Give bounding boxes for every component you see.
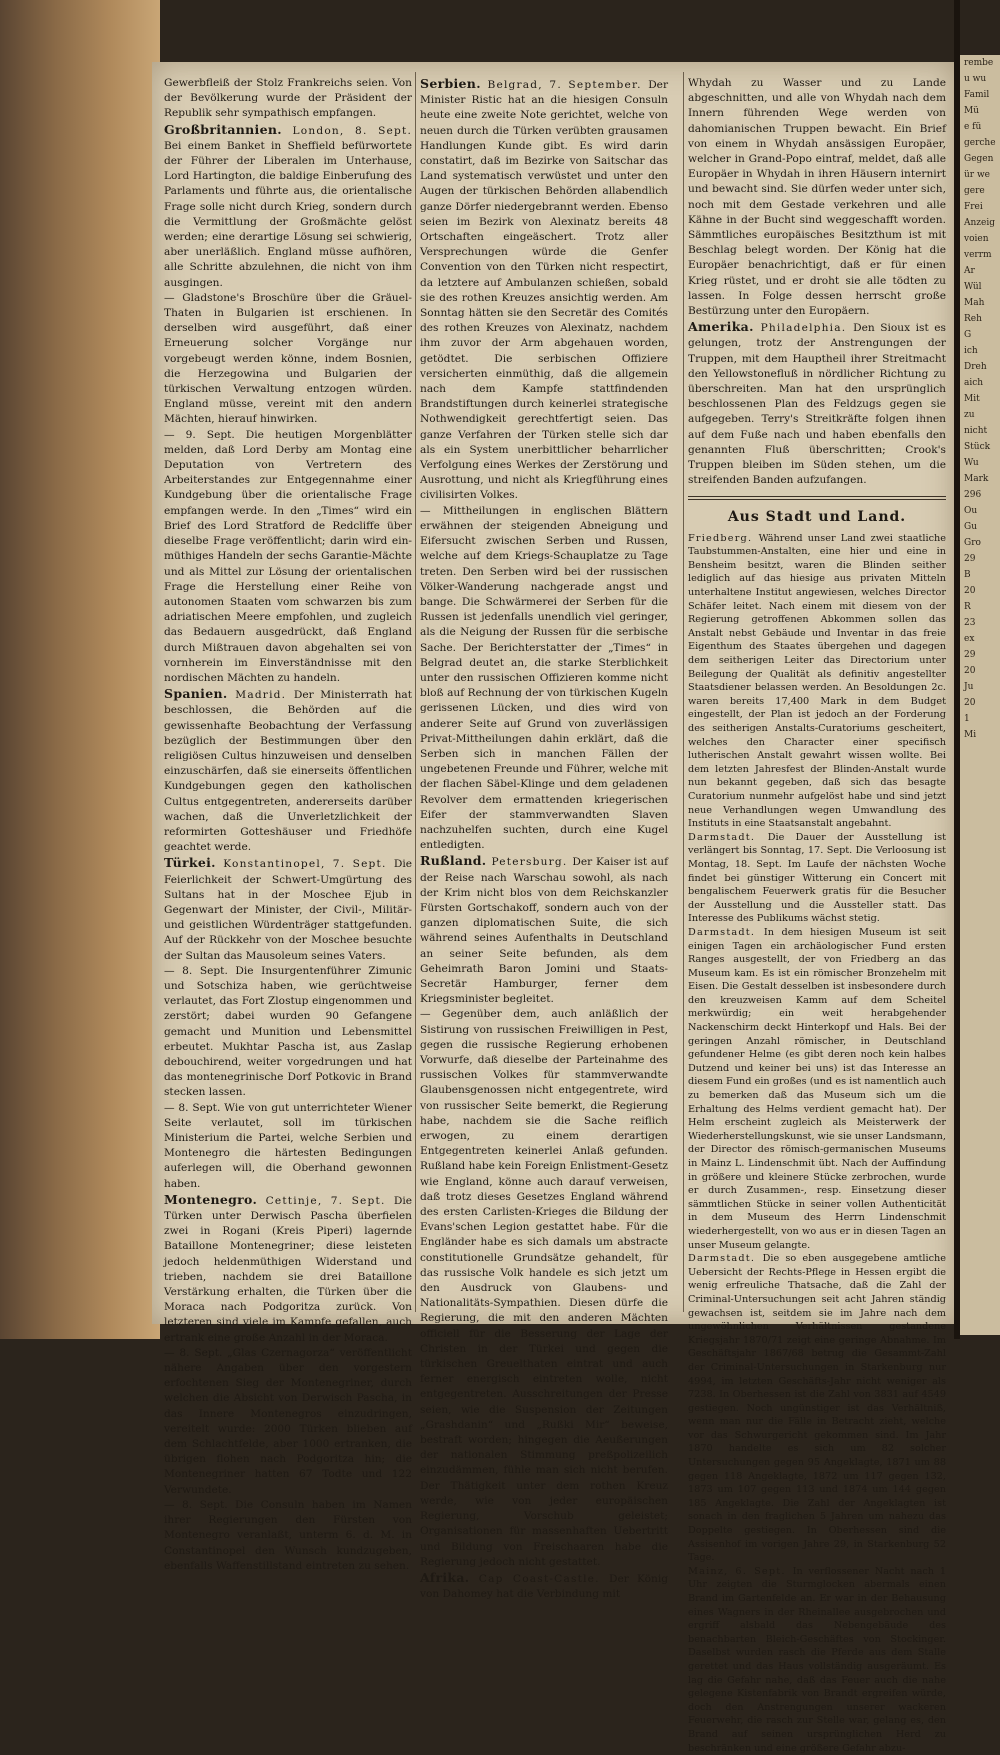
article-paragraph bbox=[688, 319, 946, 488]
article-paragraph bbox=[164, 855, 412, 963]
article-text: — 8. Sept. Die Insurgentenführer Zimunic und Sotschiza haben, wie gerüchtweise verlautet, das Fort Zlostup eingenommen und zerstört; dabei wurden 90 Gefangene gemacht und Munition und Lebensmittel erbeutet. Mukhtar Pascha ist, aus Zaslap debouchirend, weiter vorgedrungen und hat das montenegrinische Dorf Potkovic in Brand stecken lassen. bbox=[164, 964, 412, 1099]
edge-text-fragment: 29 bbox=[964, 650, 976, 660]
edge-text-fragment: Mü bbox=[964, 106, 980, 116]
article-text: Die Feierlichkeit der Schwert-Umgürtung des Sultans hat in der Moschee Ejub in Gegenwart der Minister, der Civil-, Militär- und geistlichen Würdenträger stattgefunden. Auf der Rückkehr von der Moschee besuchte der Sultan das Mausoleum seines Vaters. bbox=[164, 858, 412, 962]
column-3-top bbox=[688, 76, 946, 488]
article-text: Bei einem Banket in Sheffield befürwortete der Führer der Liberalen im Unterhause, Lord Hartington, die baldige Einberufung des Parlaments und führte aus, die orientalische Frage solle nicht durch Krieg, sondern durch die Vermittlung der Großmächte gelöst werden; eine derartige Lösung sei schwierig, aber unerläßlich. England müsse aufhören, alle Schritte abzulehnen, die nicht von ihm ausgingen. bbox=[164, 139, 412, 289]
article-paragraph bbox=[164, 1498, 412, 1574]
edge-text-fragment: Wül bbox=[964, 282, 982, 292]
article-heading: Rußland. bbox=[420, 853, 492, 869]
edge-text-fragment: 23 bbox=[964, 618, 976, 628]
newspaper-page bbox=[152, 62, 954, 1754]
column-3 bbox=[688, 76, 946, 1755]
article-text: — 8. Sept. „Glas Czernagorza“ veröffentlicht nähere Angaben über den vorgestern erfochtenen Sieg der Montenegriner, durch welchen die Absicht von Derwisch Pascha, in das Innere Montenegros einzudringen, vereitelt wurde: 2000 Türken blieben auf dem Schlachtfelde, aber 1000 ertranken, die übrigen flohen nach Podgoritza hin; die Montenegriner hatten 67 Todte und 122 Verwundete. bbox=[164, 1346, 412, 1496]
dateline: Mainz, 6. Sept. bbox=[688, 1565, 793, 1577]
article-paragraph bbox=[420, 853, 668, 1007]
column-1 bbox=[164, 76, 412, 1574]
edge-text-fragment: ex bbox=[964, 634, 975, 644]
dateline: Philadelphia. bbox=[760, 322, 854, 335]
edge-text-fragment: Wu bbox=[964, 458, 979, 468]
edge-text-fragment: Ju bbox=[964, 682, 974, 692]
article-paragraph bbox=[688, 926, 946, 1252]
dateline: Darmstadt. bbox=[688, 1253, 763, 1265]
edge-text-fragment: 29 bbox=[964, 554, 976, 564]
edge-text-fragment: Gu bbox=[964, 522, 977, 532]
article-paragraph bbox=[688, 831, 946, 926]
edge-text-fragment: Ar bbox=[964, 266, 975, 276]
article-paragraph bbox=[164, 428, 412, 686]
edge-text-fragment: gerche bbox=[964, 138, 996, 148]
article-text: Die so eben ausgegebene amtliche Uebersicht der Rechts-Pflege in Hessen ergibt die wenig erfreuliche Thatsache, daß die Zahl der Criminal-Untersuchungen seit acht Jahren ständig gewachsen ist, seitdem sie im Jahre nach dem ungewöhnlichen Verhältnissen gestandene Kriegsjahr 1870/71 zeigt eine geringe Abnahme. Im Geschäftsjahr 1867/68 betrug die Gesammt-Zahl der Criminal-Untersuchungen in Starkenburg nur 4994, im letzten Geschäfts-Jahr nicht weniger als 7238. In Oberhessen ist die Zahl von 3831 auf 4549 gestiegen. Noch ungünstiger ist das Verhältniß, wenn man nur die Fälle in Betracht zieht, welche vor das Schwurgericht gekommen sind. Im Jahr 1870 handelte es sich um 82 solcher Untersuchungen gegen 95 Angeklagte, 1871 um 88 gegen 118 Angeklagte, 1872 um 117 gegen 132, 1873 um 107 gegen 113 und 1874 um 144 gegen 185 Angeklagte. Die Zahl der Angeklagten ist sonach in den fraglichen 5 Jahren um nahezu das Doppelte gestiegen. In Oberhessen sind die Assisenhof im vorigen Jahre 29, in Starkenburg 52 Tage. bbox=[688, 1253, 946, 1564]
article-text: Die Dauer der Ausstellung ist verlängert bis Sonntag, 17. Sept. Die Verloosung ist Montag, 18. Sept. Im Laufe der nächsten Woche findet bei günstiger Witterung ein Concert mit bengalischem Feuerwerk gratis für die Besucher der Ausstellung und die Aussteller statt. Das Interesse des Publikums wächst stetig. bbox=[688, 831, 947, 925]
article-heading: Montenegro. bbox=[164, 1191, 266, 1207]
edge-text-fragment: voien bbox=[964, 234, 989, 244]
article-paragraph bbox=[164, 291, 412, 428]
edge-text-fragment: zu bbox=[964, 410, 975, 420]
section-title: Aus Stadt und Land. bbox=[727, 509, 907, 526]
article-paragraph bbox=[420, 76, 668, 504]
edge-text-fragment: 20 bbox=[964, 698, 976, 708]
article-text: — 8. Sept. Wie von gut unterrichteter Wiener Seite verlautet, soll im türkischen Ministerium die Partei, welche Serbien und Montenegro die härtesten Bedingungen auferlegen will, die Oberhand gewonnen haben. bbox=[164, 1101, 412, 1190]
article-text: Gewerbfleiß der Stolz Frankreichs seien. Von der Bevölkerung wurde der Präsident der Republik sehr sympathisch empfangen. bbox=[164, 77, 412, 120]
edge-text-fragment: 296 bbox=[964, 490, 982, 500]
column-rule bbox=[415, 72, 416, 1312]
article-text: Der Minister Ristic hat an die hiesigen Consuln heute eine zweite Note gerichtet, welche von neuen durch die Türken verübten grausamen Handlungen Kunde gibt. Es wird darin constatirt, daß im Bezirke von Saitschar das Land systematisch verwüstet und unter den Augen der türkischen Behörden allabendlich ganze Dörfer niedergebrannt werden. Ebenso seien im Bezirk von Alexinatz bereits 48 Ortschaften eingeäschert. Trotz aller Versprechungen würde die Genfer Convention von den Türken nicht respectirt, da letztere auf Ambulanzen schießen, sobald sie des rothen Kreuzes ansichtig werden. Am Sonntag hätten sie den Secretär des Comités des rothen Kreuzes von Alexinatz, nachdem ihm zuvor der Arm abgehauen worden, getödtet. Die serbischen Offiziere versicherten einmüthig, daß die allgemein nach dem Kampfe stattfindenden Brandstiftungen durch keinerlei strategische Nothwendigkeit gerechtfertigt seien. Das ganze Verfahren der Türken stelle sich dar als ein System unerbittlicher beharrlicher Verfolgung eines Werkes der Zerstörung und Ausrottung, und nicht als Kriegführung eines civilisirten Volkes. bbox=[420, 79, 669, 502]
edge-text-fragment: G bbox=[964, 330, 972, 340]
dateline: London, 8. Sept. bbox=[292, 124, 413, 137]
article-paragraph bbox=[164, 1192, 412, 1346]
dateline: Friedberg. bbox=[688, 532, 759, 544]
edge-text-fragment: 20 bbox=[964, 666, 976, 676]
edge-text-fragment: verrm bbox=[964, 250, 992, 260]
dateline: Belgrad, 7. September. bbox=[487, 79, 649, 91]
article-heading: Spanien. bbox=[164, 686, 236, 702]
column-rule bbox=[683, 72, 684, 1312]
edge-text-fragment: Frei bbox=[964, 202, 983, 212]
article-text: — Gladstone's Broschüre über die Gräuel-Thaten in Bulgarien ist erschienen. In derselben wird ausgeführt, daß einer Erneuerung solcher Vorgänge nur vorgebeugt werden könne, indem Bosnien, die Herzegowina und Bulgarien der türkischen Verwaltung entzogen würden. England müsse, vereint mit den andern Mächten, hierauf hinwirken. bbox=[164, 291, 412, 426]
article-paragraph bbox=[164, 686, 412, 855]
article-text: Whydah zu Wasser und zu Lande abgeschnitten, und alle von Whydah nach dem Innern führenden Wege werden von dahomianischen Truppen bewacht. Ein Brief von einem in Whydah ansässigen Europäer, welcher in Grand-Popo eintraf, meldet, daß alle Europäer in Whydah in ihren Häusern internirt und bewacht sind. Sie dürfen weder unter sich, noch mit dem Gestade verkehren und alle Kähne in der Bucht sind weggeschafft worden. Sämmtliches europäisches Besitzthum ist mit Beschlag belegt worden. Der König hat die Europäer benachrichtigt, daß er für einen Krieg rüstet, und er droht sie alle tödten zu lassen. In Folge dessen herrscht große Bestürzung unter den Europäern. bbox=[688, 77, 946, 318]
edge-text-fragment: Ou bbox=[964, 506, 978, 516]
edge-text-fragment: Mah bbox=[964, 298, 985, 308]
article-text: — 9. Sept. Die heutigen Morgenblätter melden, daß Lord Derby am Montag eine Deputation von Vertretern des Arbeiterstandes zur Entgegennahme einer Kundgebung über die orientalische Frage empfangen werde. In den „Times“ wird ein Brief des Lord Stratford de Redcliffe über dieselbe Frage veröffentlicht; darin wird ein-müthiges Handeln der sechs Garantie-Mächte und als Mittel zur Lösung der orientalischen Frage die Herstellung einer Reihe von autonomen Staaten vom schwarzen bis zum adriatischen Meere empfohlen, und zugleich das Bedauern ausgedrückt, daß England durch Mißtrauen davon abgehalten sei von vornherein im Einverständnisse mit den nordischen Mächten zu handeln. bbox=[164, 428, 412, 684]
article-heading: Amerika. bbox=[688, 319, 761, 335]
article-text: In dem hiesigen Museum ist seit einigen Tagen ein archäologischer Fund ersten Ranges ausgestellt, der von Friedberg an das Museum kam. Es ist ein römischer Bronzehelm mit Eisen. Die Gestalt desselben ist insbesondere durch den kreuzweisen Kamm auf dem Scheitel merkwürdig; ein weit herabgehender Nackenschirm deckt Hinterkopf und Hals. Bei der geringen Anzahl römischer, in Deutschland gefundener Helme (es gibt deren noch kein halbes Dutzend und keiner bei uns) ist das Interesse an diesem Fund ein großes (und es ist namentlich auch zu bemerken daß das Museum sich um die Erhaltung des Helms verdient gemacht hat). Der Helm erscheint zugleich als Meisterwerk der Wiederherstellungskunst, wie sie unser Landsmann, der Director des römisch-germanischen Museums in Mainz L. Lindenschmit übt. Nach der Auffindung in größere und kleinere Stücke zerbrochen, wurde er durch Zusammen-, resp. Einsetzung dieser sämmtlichen Stücke in seiner vollen Authenticität in dem Museum des Herrn Lindenschmit wiederhergestellt, von wo aus er in diesen Tagen an unser Museum gelangte. bbox=[688, 926, 947, 1251]
dateline: Darmstadt. bbox=[688, 926, 764, 938]
article-paragraph bbox=[164, 122, 412, 291]
column-3-local-news bbox=[688, 532, 946, 1755]
edge-text-fragment: ich bbox=[964, 346, 978, 356]
article-paragraph bbox=[420, 504, 668, 854]
article-paragraph bbox=[688, 76, 946, 319]
article-heading: Türkei. bbox=[164, 855, 224, 871]
column-2 bbox=[420, 76, 668, 1602]
edge-text-fragment: u wu bbox=[964, 74, 987, 84]
edge-text-fragment: B bbox=[964, 570, 971, 580]
article-paragraph bbox=[688, 532, 946, 831]
edge-text-fragment: rembe bbox=[964, 58, 994, 68]
article-text: Der Ministerrath hat beschlossen, die Behörden auf die gewissenhafte Beobachtung der Verfassung bezüglich der Bestimmungen über den religiösen Cultus hinzuweisen und denselben einzuschärfen, daß sie einerseits öffentlichen Kundgebungen gegen den katholischen Cultus entgegentreten, andererseits darüber wachen, daß die Unverletzlichkeit der reformirten Gotteshäuser und Friedhöfe geachtet werde. bbox=[164, 689, 412, 854]
edge-text-fragment: ür we bbox=[964, 170, 990, 180]
article-text: Den Sioux ist es gelungen, trotz der Anstrengungen der Truppen, mit dem Hauptheil ihrer Streitmacht den Yellowstonefluß in nördlicher Richtung zu überschreiten. Man hat den ursprünglich beschlossenen Plan des Feldzugs gegen sie aufgegeben. Terry's Streitkräfte folgen ihnen auf dem Fuße nach und haben ebenfalls den genannten Fluß überschritten; Crook's Truppen bleiben im Süden stehen, um die streifenden Banden aufzufangen. bbox=[688, 322, 946, 487]
edge-text-fragment: R bbox=[964, 602, 971, 612]
edge-text-fragment: Gegen bbox=[964, 154, 994, 164]
edge-text-fragment: Mit bbox=[964, 394, 980, 404]
article-text: Die Türken unter Derwisch Pascha überfielen zwei in Rogani (Kreis Piperi) lagernde Bataillone Montenegriner; diese leisteten jedoch heldenmüthigen Widerstand und trieben, nachdem sie drei Bataillone Verstärkung erhalten, die Türken über die Moraca nach Podgoritza zurück. Von letzteren sind viele im Kampfe gefallen, auch ertrank eine große Anzahl in der Moraca. bbox=[164, 1194, 413, 1344]
edge-text-fragment: Dreh bbox=[964, 362, 987, 372]
dateline: Cettinje, 7. Sept. bbox=[265, 1194, 394, 1207]
article-heading: Großbritannien. bbox=[164, 121, 293, 137]
edge-text-fragment: Reh bbox=[964, 314, 982, 324]
article-text: Der Kaiser ist auf der Reise nach Warschau sowohl, als nach der Krim nicht blos von dem Reichskanzler Fürsten Gortschakoff, sondern auch von der ganzen diplomatischen Suite, die sich während seines Aufenthalts in Deutschland an seiner Seite befunden, als dem Geheimrath Baron Jomini und Staats-Secretär Hamburger, ferner dem Kriegsminister begleitet. bbox=[420, 856, 668, 1006]
article-text: — Mittheilungen in englischen Blättern erwähnen der steigenden Abneigung und Eifersucht zwischen Serben und Russen, welche auf dem Kriegs-Schauplatze zu Tage treten. Den Serben wird bei der russischen Völker-Wanderung nachgerade angst und bange. Die Schwärmerei der Serben für die Russen ist jedenfalls unendlich viel geringer, als die Neigung der Russen für die serbische Sache. Der Berichterstatter der „Times“ in Belgrad deutet an, die starke Sterblichkeit unter den russischen Offizieren komme nicht bloß auf Rechnung der von türkischen Kugeln gerissenen Lücken, und dies wird von anderer Seite auf Grund von zuverlässigen Privat-Mittheilungen dahin erklärt, daß die Serben sich in manchen Fällen der ungebetenen Freunde und Führer, welche mit der flachen Säbel-Klinge und dem geladenen Revolver dem ermattenden kriegerischen Eifer der stammverwandten Slaven nachzuhelfen suchten, durch eine Kugel entledigten. bbox=[420, 504, 668, 852]
next-page-edge bbox=[960, 55, 1000, 1335]
edge-text-fragment: e fü bbox=[964, 122, 982, 132]
article-paragraph bbox=[420, 1007, 668, 1570]
dateline: Konstantinopel, 7. Sept. bbox=[223, 858, 394, 871]
article-paragraph bbox=[688, 1565, 946, 1755]
edge-text-fragment: Mark bbox=[964, 474, 989, 484]
dateline: Petersburg. bbox=[491, 856, 573, 869]
section-divider bbox=[688, 496, 946, 500]
article-text: Während unser Land zwei staatliche Taubstummen-Anstalten, eine hier und eine in Bensheim besitzt, waren die Blinden seither lediglich auf das hiesige aus privaten Mitteln unterhaltene Institut angewiesen, welches Director Schäfer leitet. Nach einem mit diesem von der Regierung getroffenen Abkommen sollen das Anstalt nebst Gebäude und Inventar in das freie Eigenthum des Staates übergehen und dagegen dem seitherigen Leiter das Directorium unter Beilegung der Qualität als definitiv angestellter Staatsdiener belassen werden. An Besoldungen 2c. waren bereits 17,400 Mark in dem Budget eingestellt, der Plan ist jedoch an der Forderung des seitherigen Anstalts-Curatoriums gescheitert, welches den Character einer specifisch lutherischen Anstalt gewahrt wissen wollte. Bei dem letzten Jahresfest der Blinden-Anstalt wurde nun bekannt gegeben, daß sich das besagte Curatorium nunmehr aufgelöst habe und sind jetzt neue Verhandlungen wegen Umwandlung des Instituts in eine Staatsanstalt angebahnt. bbox=[688, 532, 946, 830]
article-heading: Afrika. bbox=[420, 1569, 479, 1585]
article-paragraph bbox=[164, 76, 412, 122]
edge-text-fragment: 20 bbox=[964, 586, 976, 596]
dateline: Cap Coast-Castle. bbox=[478, 1572, 610, 1585]
article-paragraph bbox=[164, 1346, 412, 1498]
article-paragraph bbox=[420, 1570, 668, 1602]
edge-text-fragment: gere bbox=[964, 186, 985, 196]
article-text: Der König von Dahomey hat die Verbindung mit bbox=[420, 1572, 668, 1601]
dateline: Darmstadt. bbox=[688, 831, 768, 843]
article-paragraph bbox=[164, 964, 412, 1101]
edge-text-fragment: Gro bbox=[964, 538, 981, 548]
dateline: Madrid. bbox=[235, 689, 294, 702]
edge-text-fragment: nicht bbox=[964, 426, 988, 436]
edge-text-fragment: Stück bbox=[964, 442, 991, 452]
article-paragraph bbox=[164, 1101, 412, 1192]
article-text: — Gegenüber dem, auch anläßlich der Sistirung von russischen Freiwilligen in Pest, gegen die russische Regierung erhobenen Vorwurfe, daß dieselbe der Parteinahme des russischen Volkes für stammverwandte Glaubensgenossen nicht entgegentrete, wird von russischer Seite bemerkt, die Regierung habe, nachdem sie die Sache reiflich erwogen, zu einem derartigen Entgegentreten keinerlei Anlaß gefunden. Rußland habe kein Foreign Enlistment-Gesetz wie England, könne auch darauf verweisen, daß trotz dieses Gesetzes England während des ersten Carlisten-Krieges die Bildung der Evans'schen Legion gestattet habe. Für die Engländer habe es sich damals um abstracte constitutionelle Grundsätze gehandelt, für das russische Volk handele es sich jetzt um den Ausdruck von Glaubens- und Nationalitäts-Sympathien. Diesen dürfe die Regierung, die mit den anderen Mächten officiell für die Besserung der Lage der Christen in der Türkei und gegen die türkischen Greuelthaten eintrat und auch ferner energisch eintreten wolle, nicht entgegentreten. Ausschreitungen der Presse seien, wie die Suspension der Zeitungen „Grashdanin“ und „Rußki Mir“ beweise, bestraft worden; hingegen die Aeußerungen der nationalen Stimmung preßpolizeilich einzudämmen, fühle man sich nicht berufen. Der Thätigkeit unter dem rothen Kreuz werde, wie von jeder europäischen Regierung, Vorschub geleistet; Organisationen für massenhaften Uebertritt und Bildung von Freischaaren habe die Regierung jedoch nicht gestattet. bbox=[420, 1008, 668, 1568]
edge-text-fragment: 1 bbox=[964, 714, 970, 724]
article-heading: Serbien. bbox=[420, 76, 488, 91]
edge-text-fragment: aich bbox=[964, 378, 984, 388]
book-binding bbox=[0, 0, 160, 1339]
article-text: In verflossener Nacht nach 1 Uhr zeigten die Sturmglocken abermals einen Brand im Gartenfelde an. Er war in der Behausung eines Wagners in der Rheinallee ausgebrochen und ergriff alsbald das Nebengebäude des benachbarten Bleich-Geschäftes von Stockinger. Daselbst wurden rasch die Pferde aus dem Stalle gerettet und das Haus vollständig ausgeräumt. Es lag die Gefahr nahe, daß das Feuer auch die nahe gelegene Kistenfabrik von Brandt ergreifen würde, doch den Anstrengungen unserer wackeren Feuerwehr, die rasch zur Stelle war, gelang es, den Brand auf seinen ursprünglichen Herd zu beschränken und eine größere Gefahr abzu- bbox=[688, 1565, 946, 1754]
article-text: — 8. Sept. Die Consuln haben im Namen ihrer Regierungen den Fürsten von Montenegro veranlaßt, unterm 6. d. M. in Constantinopel den Wunsch kundzugeben, ebenfalls Waffenstillstand eintreten zu sehen. bbox=[164, 1498, 412, 1572]
article-paragraph bbox=[688, 1252, 946, 1565]
edge-text-fragment: Famil bbox=[964, 90, 990, 100]
edge-text-fragment: Mi bbox=[964, 730, 977, 740]
edge-text-fragment: Anzeig bbox=[964, 218, 996, 228]
